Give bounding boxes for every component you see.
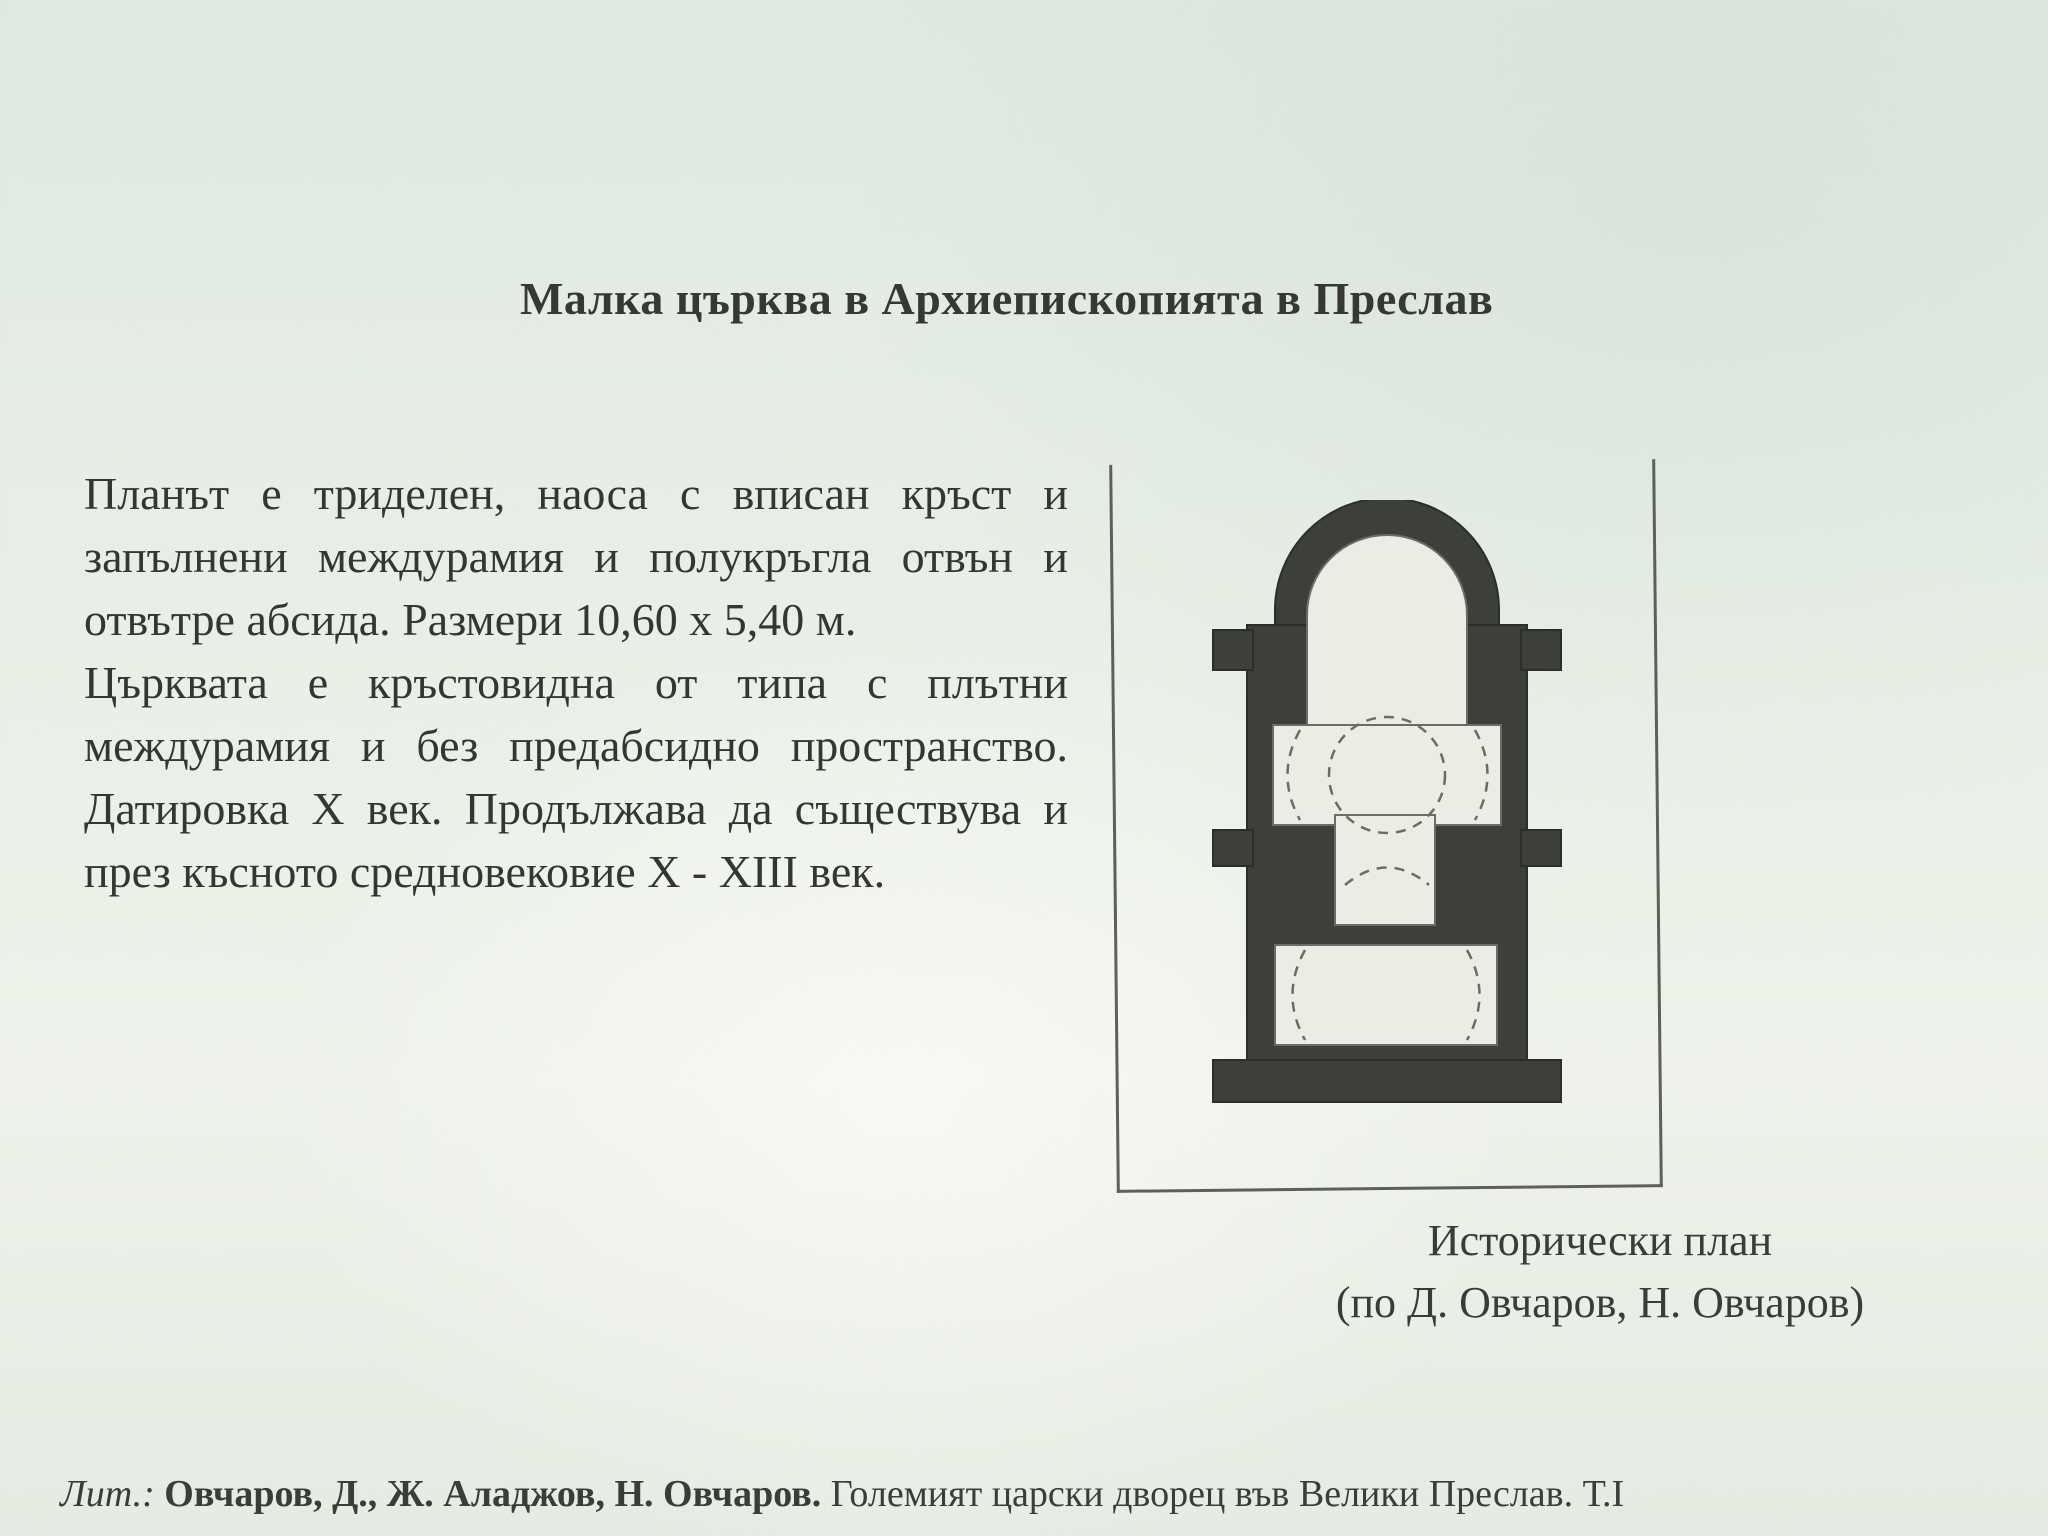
paragraph-1: Планът е триделен, наоса с вписан кръст и запълнени междурамия и полукръгла отвън и отвътре абсида. Размери 10,60 х 5,40 м. bbox=[84, 468, 1068, 645]
paragraph-2: Църквата е кръстовидна от типа с плътни междурамия и без предабсидно пространство. Датировка Х век. Продължава да съществува и през късното средновековие Х - XIII век. bbox=[84, 657, 1068, 897]
page-title: Малка църква в Архиепископията в Преслав bbox=[520, 273, 1494, 324]
base-wall bbox=[1213, 1060, 1561, 1102]
cross-arms bbox=[1273, 725, 1501, 825]
pilaster-left-mid bbox=[1213, 830, 1253, 866]
church-floor-plan bbox=[1195, 500, 1580, 1120]
literature-reference bbox=[60, 1472, 2048, 1516]
figure-caption bbox=[1240, 1210, 1960, 1334]
narthex bbox=[1275, 945, 1497, 1045]
apse-interior bbox=[1307, 535, 1467, 735]
literature-work: Големият царски дворец във Велики Преслав. Т.I bbox=[830, 1473, 1625, 1515]
pilaster-right-mid bbox=[1521, 830, 1561, 866]
nave-passage bbox=[1335, 815, 1435, 925]
pilaster-right-top bbox=[1521, 630, 1561, 670]
caption-line-1: Исторически план bbox=[1427, 1216, 1773, 1265]
literature-authors: Овчаров, Д., Ж. Аладжов, Н. Овчаров. bbox=[164, 1473, 822, 1515]
caption-line-2: (по Д. Овчаров, Н. Овчаров) bbox=[1335, 1278, 1865, 1327]
pilaster-left-top bbox=[1213, 630, 1253, 670]
literature-label: Лит.: bbox=[60, 1473, 155, 1515]
body-text bbox=[84, 462, 1068, 903]
